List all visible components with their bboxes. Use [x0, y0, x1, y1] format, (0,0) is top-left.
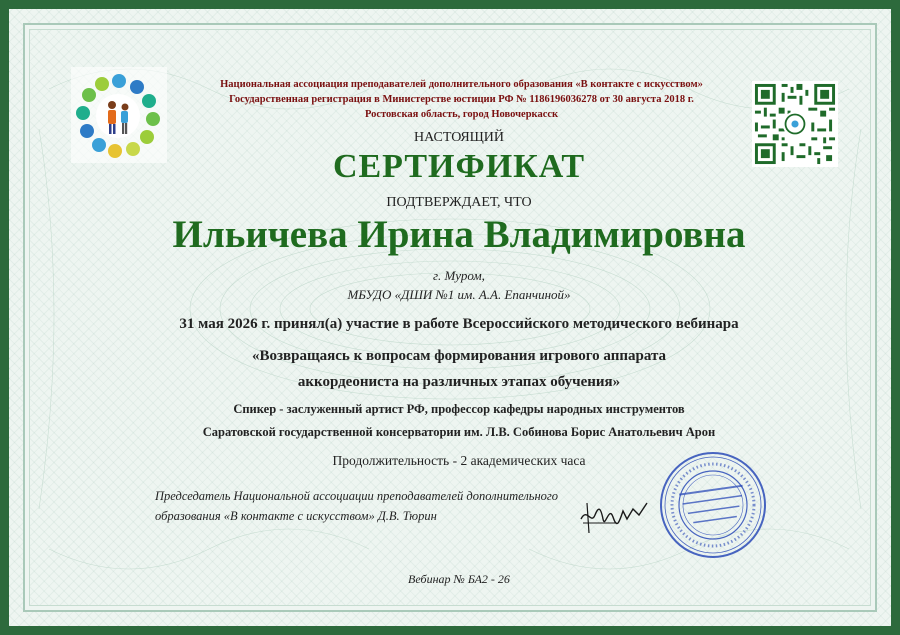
certificate-title: СЕРТИФИКАТ [332, 148, 586, 185]
participation-text: 31 мая 2026 г. принял(а) участие в работе Всероссийского методического вебинара [179, 316, 739, 332]
association-header [169, 77, 754, 122]
official-seal-icon [657, 449, 769, 561]
confirms-label: ПОДТВЕРЖДАЕТ, ЧТО [386, 195, 532, 210]
header-line-association: Национальная ассоциация преподавателей дополнительного образования «В контакте с искусством» [220, 79, 703, 90]
recipient-city: г. Муром, [433, 268, 485, 283]
chairman-block [155, 486, 605, 526]
recipient-name: Ильичева Ирина Владимировна [172, 213, 746, 256]
chairman-line2: образования «В контакте с искусством» Д.В. Тюрин [155, 509, 437, 523]
chairman-line1: Председатель Национальной ассоциации преподавателей дополнительного [155, 489, 559, 503]
header-line-registration: Государственная регистрация в Министерстве юстиции РФ № 1186196036278 от 30 августа 2018 г. [229, 94, 694, 105]
signature-icon [577, 489, 649, 537]
webinar-topic-line1: «Возвращаясь к вопросам формирования игрового аппарата [251, 348, 667, 364]
speaker-line1: Спикер - заслуженный артист РФ, профессор кафедры народных инструментов [233, 402, 685, 416]
webinar-number: Вебинар № БА2 - 26 [408, 572, 510, 586]
header-line-location: Ростовская область, город Новочеркасск [364, 109, 559, 120]
webinar-topic-line2: аккордеониста на различных этапах обучения» [297, 374, 621, 390]
recipient-school: МБУДО «ДШИ №1 им. А.А. Епанчиной» [347, 287, 571, 302]
speaker-line2: Саратовской государственной консерватории им. Л.В. Собинова Борис Анатольевич Арон [202, 425, 716, 439]
certificate-pre-title: НАСТОЯЩИЙ [413, 130, 504, 145]
duration-text: Продолжительность - 2 академических часа [332, 453, 586, 468]
